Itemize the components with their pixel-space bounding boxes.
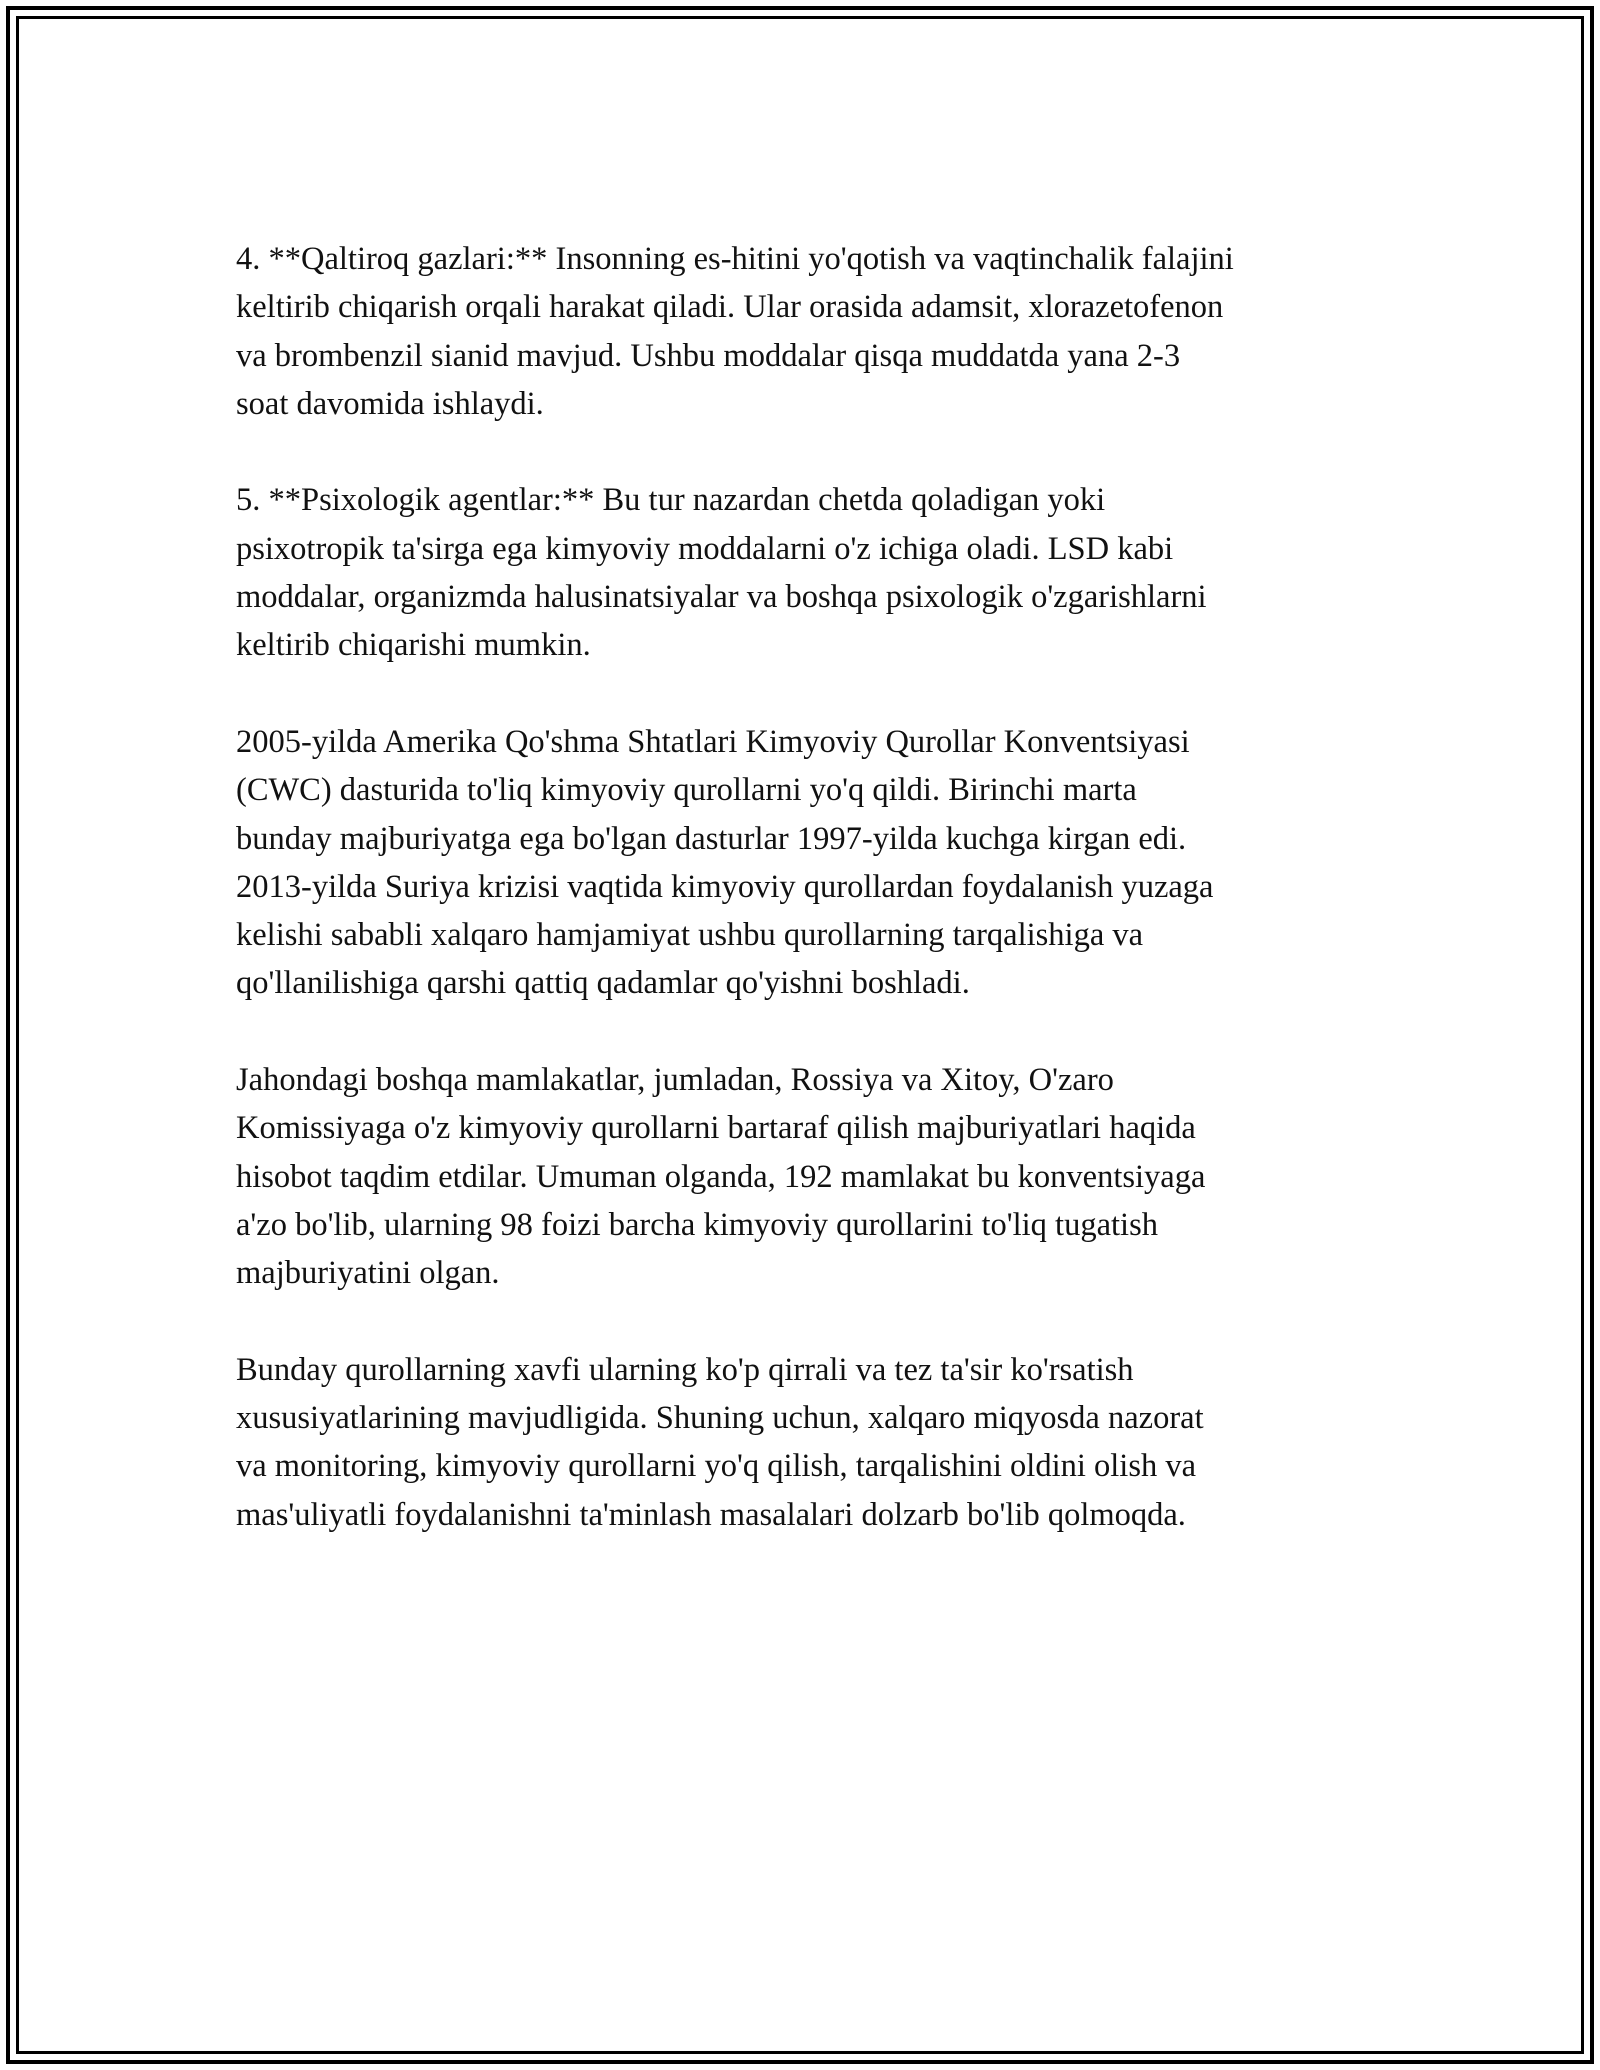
paragraph-psychological-agents: 5. **Psixologik agentlar:** Bu tur nazardan chetda qoladigan yoki psixotropik ta'sirga ega kimyoviy moddalarni o'z ichiga oladi. LSD kabi moddalar, organizmda halusinatsiyalar va boshqa psixologik o'zgarishlarni keltirib chiqarishi mumkin. <box>236 482 1207 664</box>
paragraph-conclusion: Bunday qurollarning xavfi ularning ko'p qirrali va tez ta'sir ko'rsatish xususiyatlarining mavjudligida. Shuning uchun, xalqaro miqyosda nazorat va monitoring, kimyoviy qurollarni yo'q qilish, tarqalishini oldini olish va mas'uliyatli foydalanishni ta'minlash masalalari dolzarb bo'lib qolmoqda. <box>236 1351 1204 1533</box>
paragraph-cwc-history: 2005-yilda Amerika Qo'shma Shtatlari Kimyoviy Qurollar Konventsiyasi (CWC) dasturida to'liq kimyoviy qurollarni yo'q qildi. Birinchi marta bunday majburiyatga ega bo'lgan dasturlar 1997-yilda kuchga kirgan edi. 2013-yilda Suriya krizisi vaqtida kimyoviy qurollardan foydalanish yuzaga kelishi sababli xalqaro hamjamiyat ushbu qurollarning tarqalishiga va qo'llanilishiga qarshi qattiq qadamlar qo'yishni boshladi. <box>236 723 1214 1002</box>
paragraph-tear-gases: 4. **Qaltiroq gazlari:** Insonning es-hitini yo'qotish va vaqtinchalik falajini keltirib chiqarish orqali harakat qiladi. Ular orasida adamsit, xlorazetofenon va brombenzil sianid mavjud. Ushbu moddalar qisqa muddatda yana 2-3 soat davomida ishlaydi. <box>236 241 1234 422</box>
document-body <box>236 235 1386 1587</box>
paragraph-other-countries: Jahondagi boshqa mamlakatlar, jumladan, Rossiya va Xitoy, O'zaro Komissiyaga o'z kimyoviy qurollarni bartaraf qilish majburiyatlari haqida hisobot taqdim etdilar. Umuman olganda, 192 mamlakat bu konventsiyaga a'zo bo'lib, ularning 98 foizi barcha kimyoviy qurollarini to'liq tugatish majburiyatini olgan. <box>236 1062 1206 1292</box>
